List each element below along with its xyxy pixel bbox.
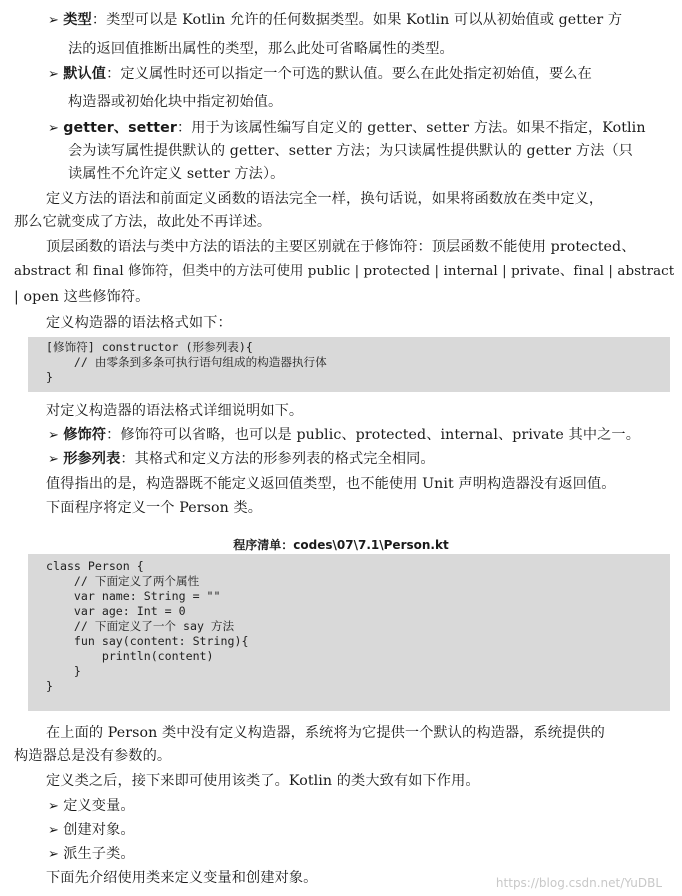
arrow-bullet-icon: ➢: [48, 428, 64, 443]
bullet-text: ：类型可以是 Kotlin 允许的任何数据类型。如果 Kotlin 可以从初始值或 getter 方: [91, 12, 623, 28]
code-line: }: [46, 679, 53, 693]
arrow-bullet-icon: ➢: [48, 799, 64, 814]
paragraph: 顶层函数的语法与类中方法的语法的主要区别就在于修饰符：顶层函数不能使用 protected、: [46, 239, 636, 255]
code-line: }: [46, 664, 81, 678]
paragraph: 下面先介绍使用类来定义变量和创建对象。: [46, 870, 318, 886]
bullet-text-cont: 构造器或初始化块中指定初始值。: [68, 94, 283, 110]
arrow-bullet-icon: ➢: [48, 452, 64, 467]
paragraph-cont: | open 这些修饰符。: [14, 289, 150, 305]
code-block-person: [28, 554, 670, 711]
bullet-label: 类型: [63, 12, 92, 28]
listing-caption: 程序清单：codes\07\7.1\Person.kt: [233, 538, 449, 552]
code-line: var age: Int = 0: [46, 604, 186, 618]
paragraph: 值得指出的是，构造器既不能定义返回值类型，也不能使用 Unit 声明构造器没有返回值。: [46, 476, 616, 492]
code-line: }: [46, 370, 53, 384]
bullet-text: ：用于为该属性编写自定义的 getter、setter 方法。如果不指定，Kotlin: [176, 120, 646, 136]
watermark: https://blog.csdn.net/YuDBL: [495, 876, 662, 890]
paragraph: 定义方法的语法和前面定义函数的语法完全一样，换句话说，如果将函数放在类中定义，: [46, 191, 604, 207]
bullet-label: 形参列表: [63, 451, 121, 467]
bullet-text: ：定义属性时还可以指定一个可选的默认值。要么在此处指定初始值，要么在: [106, 66, 592, 82]
bullet-label: 默认值: [63, 66, 107, 82]
bullet-getter-setter: [48, 118, 646, 139]
paragraph: 对定义构造器的语法格式详细说明如下。: [46, 403, 304, 419]
bullet-use: [48, 820, 135, 841]
bullet-text: 创建对象。: [63, 822, 135, 838]
arrow-bullet-icon: ➢: [48, 67, 64, 82]
bullet-modifier: [48, 425, 640, 446]
bullet-text: ：其格式和定义方法的形参列表的格式完全相同。: [120, 451, 435, 467]
code-line: // 下面定义了两个属性: [46, 574, 200, 588]
bullet-text: 定义变量。: [63, 798, 135, 814]
bullet-use: [48, 796, 135, 817]
arrow-bullet-icon: ➢: [48, 847, 64, 862]
paragraph-cont: 那么它就变成了方法，故此处不再详述。: [14, 214, 272, 230]
bullet-label: 修饰符: [63, 427, 107, 443]
code-line: fun say(content: String){: [46, 634, 249, 648]
bullet-text-cont: 法的返回值推断出属性的类型，那么此处可省略属性的类型。: [68, 41, 454, 57]
paragraph: 定义类之后，接下来即可使用该类了。Kotlin 的类大致有如下作用。: [46, 773, 480, 789]
bullet-text-cont: 读属性不允许定义 setter 方法）。: [68, 166, 285, 182]
bullet-params: [48, 449, 435, 470]
arrow-bullet-icon: ➢: [48, 823, 64, 838]
bullet-default: [48, 64, 592, 85]
code-line: // 下面定义了一个 say 方法: [46, 619, 235, 633]
paragraph: 下面程序将定义一个 Person 类。: [46, 500, 263, 516]
paragraph: 定义构造器的语法格式如下：: [46, 315, 232, 331]
code-line: var name: String = "": [46, 589, 221, 603]
bullet-label: getter、setter: [63, 120, 177, 136]
arrow-bullet-icon: ➢: [48, 13, 64, 28]
bullet-text: ：修饰符可以省略，也可以是 public、protected、internal、private 其中之一。: [106, 427, 640, 443]
paragraph: 在上面的 Person 类中没有定义构造器，系统将为它提供一个默认的构造器，系统提供的: [46, 725, 605, 741]
bullet-type: [48, 10, 622, 31]
bullet-use: [48, 844, 135, 865]
code-block-syntax: [28, 337, 670, 392]
arrow-bullet-icon: ➢: [48, 121, 64, 136]
paragraph-cont: abstract 和 final 修饰符，但类中的方法可使用 public | protected | internal | private、final | abstract: [14, 264, 675, 279]
code-line: class Person {: [46, 559, 144, 573]
code-line: println(content): [46, 649, 214, 663]
code-line: [修饰符] constructor (形参列表){: [46, 340, 253, 354]
bullet-text: 派生子类。: [63, 846, 135, 862]
code-line: // 由零条到多条可执行语句组成的构造器执行体: [46, 355, 327, 369]
bullet-text-cont: 会为读写属性提供默认的 getter、setter 方法；为只读属性提供默认的 getter 方法（只: [68, 143, 633, 159]
paragraph-cont: 构造器总是没有参数的。: [14, 748, 172, 764]
